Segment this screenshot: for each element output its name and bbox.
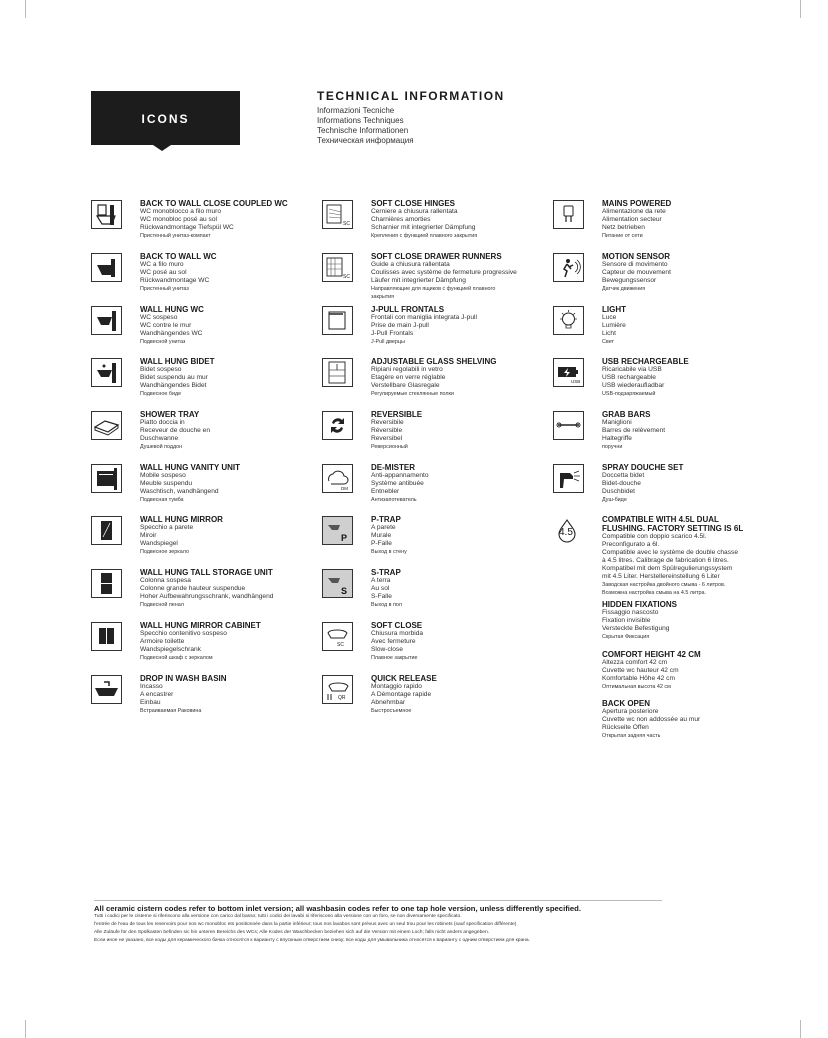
- legend-line: USB wiederaufladbar: [602, 382, 665, 389]
- legend-line: Sensore di movimento: [602, 261, 668, 268]
- legend-line: USB-подзаряжаемый: [602, 391, 656, 397]
- legend-line: Открытая задняя часть: [602, 733, 661, 739]
- legend-title: QUICK RELEASE: [371, 674, 437, 683]
- legend-text: [602, 357, 689, 398]
- legend-line: Versteckte Befestigung: [602, 625, 670, 632]
- legend-line: поручни: [602, 444, 623, 450]
- p-trap-icon: [322, 516, 353, 545]
- legend-line: Maniglioni: [602, 419, 632, 426]
- subtitle-de: Technische Informationen: [317, 126, 409, 135]
- s-trap-icon: [322, 569, 353, 598]
- badge-notch: [153, 145, 171, 151]
- shower-tray-icon: [91, 411, 122, 440]
- legend-text: [602, 515, 743, 597]
- legend-text: [371, 410, 422, 451]
- legend-line: закрытия: [371, 294, 395, 300]
- legend-line: Komfortable Höhe 42 cm: [602, 675, 675, 682]
- legend-line: Waschtisch, wandhängend: [140, 488, 219, 495]
- back-to-wall-wc-icon: [91, 253, 122, 282]
- legend-line: Регулируемые стеклянные полки: [371, 391, 454, 397]
- legend-line: Abnehmbar: [371, 699, 406, 706]
- legend-text: [602, 600, 677, 641]
- legend-title: FLUSHING. FACTORY SETTING IS 6L: [602, 524, 744, 533]
- legend-line: WC posé au sol: [140, 269, 187, 276]
- legend-line: Wandspiegel: [140, 540, 178, 547]
- legend-line: Réversible: [371, 427, 403, 434]
- legend-line: Lumière: [602, 322, 626, 329]
- subtitle-ru: Техническая информация: [317, 136, 414, 145]
- legend-line: Встраиваемая Раковина: [140, 708, 202, 714]
- wall-hung-vanity-unit-icon: [91, 464, 122, 493]
- legend-line: Реверсионный: [371, 444, 408, 450]
- legend-line: Receveur de douche en: [140, 427, 211, 434]
- svg-text:SC: SC: [337, 642, 344, 648]
- soft-close-hinges-icon: [322, 200, 353, 229]
- legend-line: Ricaricabile via USB: [602, 366, 662, 373]
- legend-line: USB rechargeable: [602, 374, 656, 381]
- legend-line: Rückwandmontage WC: [140, 277, 210, 284]
- flush-4-5-litre-icon: [553, 516, 584, 545]
- legend-line: Slow-close: [371, 646, 403, 653]
- legend-line: Apertura posteriore: [602, 708, 659, 715]
- legend-line: WC monoblocco a filo muro: [140, 208, 221, 215]
- soft-close-icon: [322, 622, 353, 651]
- legend-line: Colonne grande hauteur suspendue: [140, 585, 246, 592]
- legend-line: WC a filo muro: [140, 261, 184, 268]
- footer-note-fr: l'entrée de l'eau de tous les reservoirs pour nos wc monobloc ets positionnée dans la partie inférieur; tous nos lavabos sont prévus avec un seul trou pour les robinets (sauf specification différente): [94, 922, 517, 927]
- page-subtitles: [317, 106, 414, 146]
- legend-line: Возможна настройка смыва на 4.5 литра.: [602, 590, 707, 596]
- legend-title: REVERSIBLE: [371, 410, 423, 419]
- legend-line: Душ-биде: [602, 497, 627, 503]
- legend-text: [140, 410, 210, 451]
- legend-line: Anti-appannamento: [371, 472, 429, 479]
- svg-text:QR: QR: [338, 695, 346, 701]
- legend-line: Hoher Aufbewahrungsschrank, wandhängend: [140, 593, 274, 600]
- legend-text: [140, 568, 273, 609]
- legend-line: Läufer mit integrierter Dämpfung: [371, 277, 466, 284]
- legend-line: Alimentation secteur: [602, 216, 662, 223]
- legend-line: Антизапотеватель: [371, 497, 417, 503]
- svg-text:SC: SC: [343, 221, 350, 227]
- legend-text: [602, 699, 700, 740]
- svg-text:DM: DM: [341, 486, 348, 491]
- legend-line: Плавное закрытие: [371, 655, 418, 661]
- legend-text: [602, 305, 626, 346]
- wall-hung-mirror-icon: [91, 516, 122, 545]
- legend-line: Système antibuée: [371, 480, 424, 487]
- legend-line: Coulisses avec système de fermeture progressive: [371, 269, 517, 276]
- icons-badge-label: ICONS: [141, 112, 190, 126]
- footer-note-it: Tutti i codici per le cisterne si riferiscono alla versione con carico dal basso; tutti i codici dei lavabi si riferiscono alla versione con un foro, se non diversamente specificato.: [94, 914, 462, 919]
- footer-divider: [94, 900, 662, 901]
- subtitle-fr: Informations Techniques: [317, 116, 404, 125]
- de-mister-icon: [322, 464, 353, 493]
- legend-title: SOFT CLOSE: [371, 621, 423, 630]
- legend-text: [371, 305, 477, 346]
- legend-text: [140, 252, 217, 293]
- legend-title: MAINS POWERED: [602, 199, 672, 208]
- legend-line: Fissaggio nascosto: [602, 609, 659, 616]
- legend-title: COMFORT HEIGHT 42 CM: [602, 650, 701, 659]
- crop-mark: [800, 0, 801, 18]
- motion-sensor-icon: [553, 253, 584, 282]
- legend-title: SOFT CLOSE HINGES: [371, 199, 456, 208]
- legend-line: Specchio a parete: [140, 524, 194, 531]
- legend-line: WC monobloc posé au sol: [140, 216, 217, 223]
- legend-line: Piatto doccia in: [140, 419, 185, 426]
- legend-line: Fixation invisible: [602, 617, 651, 624]
- legend-line: Крепления с функцией плавного закрытия: [371, 233, 478, 239]
- mains-powered-icon: [553, 200, 584, 229]
- legend-title: USB RECHARGEABLE: [602, 357, 689, 366]
- legend-line: Prise de main J-pull: [371, 322, 429, 329]
- legend-line: S-Falle: [371, 593, 392, 600]
- legend-line: Compatible avec le système de double chasse: [602, 549, 738, 556]
- legend-line: Bidet suspendu au mur: [140, 374, 208, 381]
- legend-line: Питание от сети: [602, 233, 643, 239]
- legend-title: HIDDEN FIXATIONS: [602, 600, 677, 609]
- legend-text: [371, 357, 497, 398]
- legend-text: [140, 515, 223, 556]
- legend-line: Reversibile: [371, 419, 404, 426]
- legend-text: [371, 515, 407, 556]
- wall-hung-bidet-icon: [91, 358, 122, 387]
- legend-title: MOTION SENSOR: [602, 252, 671, 261]
- legend-title: J-PULL FRONTALS: [371, 305, 445, 314]
- legend-line: Wandhängendes Bidet: [140, 382, 207, 389]
- legend-title: P-TRAP: [371, 515, 401, 524]
- footer-note: All ceramic cistern codes refer to bottom inlet version; all washbasin codes refer to one tap hole version, unless differently specified.: [94, 904, 582, 913]
- legend-title: WALL HUNG BIDET: [140, 357, 215, 366]
- legend-title: COMPATIBLE WITH 4.5L DUAL: [602, 515, 719, 524]
- legend-line: Preconfigurato a 6l.: [602, 541, 660, 548]
- legend-line: Bewegungssensor: [602, 277, 657, 284]
- legend-line: Luce: [602, 314, 617, 321]
- legend-line: Entnebler: [371, 488, 400, 495]
- crop-mark: [25, 1020, 26, 1038]
- legend-line: Frontali con maniglia integrata J-pull: [371, 314, 477, 321]
- legend-line: Пристенный унитаз: [140, 286, 189, 292]
- legend-title: WALL HUNG VANITY UNIT: [140, 463, 240, 472]
- legend-line: Charnières amorties: [371, 216, 431, 223]
- flush-volume-label: 4.5: [559, 527, 573, 538]
- back-to-wall-close-coupled-wc-icon: [91, 200, 122, 229]
- legend-line: Cuvette wc hauteur 42 cm: [602, 667, 679, 674]
- legend-line: J-Pull дверцы: [371, 339, 405, 345]
- legend-title: SHOWER TRAY: [140, 410, 200, 419]
- legend-line: Einbau: [140, 699, 161, 706]
- legend-line: Scharnier mit integrierter Dämpfung: [371, 224, 476, 231]
- icons-badge: [91, 91, 240, 145]
- legend-line: Подвесное зеркало: [140, 549, 189, 555]
- legend-line: Душевой поддон: [140, 444, 183, 450]
- legend-text: [602, 463, 683, 504]
- legend-line: Guide a chiusura rallentata: [371, 261, 450, 268]
- reversible-icon: [322, 411, 353, 440]
- legend-line: Haltegriffe: [602, 435, 632, 442]
- legend-line: A Démontage rapide: [371, 691, 432, 698]
- legend-line: Colonna sospesa: [140, 577, 191, 584]
- legend-text: [602, 650, 701, 691]
- legend-line: Направляющие для ящиков с функцией плавного: [371, 286, 496, 292]
- legend-text: [140, 621, 261, 662]
- legend-title: DROP IN WASH BASIN: [140, 674, 227, 683]
- legend-title: ADJUSTABLE GLASS SHELVING: [371, 357, 497, 366]
- legend-text: [602, 252, 671, 293]
- legend-line: Armoire toilette: [140, 638, 185, 645]
- legend-line: Capteur de mouvement: [602, 269, 671, 276]
- legend-line: Miroir: [140, 532, 157, 539]
- legend-text: [140, 463, 240, 504]
- legend-line: Оптимальная высота 42 см: [602, 684, 671, 690]
- legend-text: [602, 199, 671, 240]
- legend-line: Подвесной унитаз: [140, 339, 186, 345]
- legend-line: Bidet-douche: [602, 480, 641, 487]
- legend-title: BACK TO WALL WC: [140, 252, 217, 261]
- legend-line: Alimentazione da rete: [602, 208, 666, 215]
- legend-title: DE-MISTER: [371, 463, 415, 472]
- legend-line: Wandspiegelschrank: [140, 646, 201, 653]
- legend-line: Подвесной пенал: [140, 602, 184, 608]
- crop-mark: [25, 0, 26, 18]
- legend-line: Reversibel: [371, 435, 403, 442]
- legend-line: Meuble suspendu: [140, 480, 193, 487]
- legend-line: Cerniere a chiusura rallentata: [371, 208, 458, 215]
- legend-title: SOFT CLOSE DRAWER RUNNERS: [371, 252, 502, 261]
- legend-line: Avec fermeture: [371, 638, 416, 645]
- legend-line: Rückseite Offen: [602, 724, 649, 731]
- legend-line: Specchio contenitivo sospeso: [140, 630, 227, 637]
- crop-mark: [800, 1020, 801, 1038]
- legend-line: Compatible con doppio scarico 4.5l.: [602, 533, 707, 540]
- legend-line: Подвесное биде: [140, 391, 182, 397]
- legend-line: à 4.5 litres. Calibrage de fabrication 6 litres.: [602, 557, 729, 564]
- legend-text: [602, 410, 665, 451]
- svg-text:P: P: [341, 533, 348, 543]
- quick-release-icon: [322, 675, 353, 704]
- legend-line: Подвесной шкаф с зеркалом: [140, 655, 213, 661]
- legend-title: BACK OPEN: [602, 699, 651, 708]
- adjustable-glass-shelving-icon: [322, 358, 353, 387]
- legend-line: Au sol: [371, 585, 390, 592]
- legend-line: Netz betrieben: [602, 224, 645, 231]
- legend-line: Rückwandmontage Tiefspül WC: [140, 224, 234, 231]
- legend-line: J-Pull Frontals: [371, 330, 414, 337]
- legend-line: Altezza comfort 42 cm: [602, 659, 668, 666]
- legend-line: Датчик движения: [602, 286, 646, 292]
- legend-line: Kompatibel mit dem Spülregulierungssystem: [602, 565, 733, 572]
- legend-line: Duschbidet: [602, 488, 635, 495]
- legend-text: [371, 674, 437, 715]
- wall-hung-mirror-cabinet-icon: [91, 622, 122, 651]
- legend-line: Mobile sospeso: [140, 472, 186, 479]
- subtitle-it: Informazioni Tecniche: [317, 106, 395, 115]
- legend-line: Быстросъемное: [371, 708, 412, 714]
- legend-line: A terra: [371, 577, 391, 584]
- legend-line: Montaggio rapido: [371, 683, 422, 690]
- wall-hung-wc-icon: [91, 306, 122, 335]
- legend-line: Bidet sospeso: [140, 366, 182, 373]
- legend-line: Doccetta bidet: [602, 472, 645, 479]
- legend-title: LIGHT: [602, 305, 626, 314]
- legend-line: Licht: [602, 330, 616, 337]
- legend-line: Ripiani regolabili in vetro: [371, 366, 443, 373]
- legend-title: WALL HUNG MIRROR CABINET: [140, 621, 261, 630]
- usb-rechargeable-icon: [553, 358, 584, 387]
- legend-line: Подвесная тумба: [140, 497, 184, 503]
- legend-line: Etagère en verre réglable: [371, 374, 446, 381]
- legend-line: Chiusura morbida: [371, 630, 424, 637]
- legend-title: WALL HUNG MIRROR: [140, 515, 223, 524]
- legend-text: [371, 199, 477, 240]
- legend-line: Пристенный унитаз-компакт: [140, 233, 211, 239]
- svg-text:USB: USB: [571, 379, 581, 384]
- legend-line: Выход в пол: [371, 602, 402, 608]
- soft-close-drawer-runners-icon: [322, 253, 353, 282]
- legend-line: A encastrer: [140, 691, 174, 698]
- legend-line: Выход в стену: [371, 549, 407, 555]
- legend-text: [140, 674, 227, 715]
- legend-line: WC sospeso: [140, 314, 178, 321]
- legend-line: Скрытая Фиксация: [602, 634, 650, 640]
- legend-line: Cuvette wc non addossée au mur: [602, 716, 701, 723]
- svg-text:SC: SC: [343, 274, 350, 280]
- legend-line: Barres de relèvement: [602, 427, 666, 434]
- spray-douche-set-icon: [553, 464, 584, 493]
- legend-text: [371, 463, 429, 504]
- light-icon: [553, 306, 584, 335]
- legend-title: GRAB BARS: [602, 410, 651, 419]
- page-title: TECHNICAL INFORMATION: [317, 89, 505, 103]
- footer-note-ru: Если иное не указано, все коды для керамического бачка относятся к варианту с впускным отверстием снизу; все коды для умывальника относятся к варианту с одним отверстием для крана.: [94, 938, 530, 943]
- legend-text: [371, 621, 423, 662]
- legend-text: [371, 568, 402, 609]
- legend-line: Incasso: [140, 683, 163, 690]
- grab-bars-icon: [553, 411, 584, 440]
- legend-title: BACK TO WALL CLOSE COUPLED WC: [140, 199, 288, 208]
- legend-title: S-TRAP: [371, 568, 401, 577]
- drop-in-wash-basin-icon: [91, 675, 122, 704]
- footer-note-de: Alle Zuläufe für den Spülkasten befinden sic hin unteren Bereichs des WCs; Alle Kodes der Waschbecken beziehen sich auf die Version mit einem Loch; falls nicht anders angegeben.: [94, 930, 490, 935]
- legend-text: [371, 252, 517, 301]
- svg-text:S: S: [341, 586, 348, 596]
- legend-line: A parete: [371, 524, 396, 531]
- legend-text: [140, 199, 288, 240]
- legend-line: Verstellbare Glasregale: [371, 382, 440, 389]
- legend-line: mit 4.5 Liter. Herstellereinstellung 6 Liter: [602, 573, 720, 580]
- legend-title: WALL HUNG TALL STORAGE UNIT: [140, 568, 273, 577]
- legend-line: P-Falle: [371, 540, 392, 547]
- legend-line: Свет: [602, 339, 614, 345]
- j-pull-frontals-icon: [322, 306, 353, 335]
- legend-title: WALL HUNG WC: [140, 305, 204, 314]
- legend-line: Duschwanne: [140, 435, 179, 442]
- legend-text: [140, 357, 215, 398]
- legend-line: WC contre le mur: [140, 322, 192, 329]
- legend-text: [140, 305, 204, 346]
- legend-line: Заводская настройка двойного смыва - 6 литров.: [602, 582, 726, 588]
- legend-line: Murale: [371, 532, 392, 539]
- wall-hung-tall-storage-unit-icon: [91, 569, 122, 598]
- legend-line: Wandhängendes WC: [140, 330, 203, 337]
- legend-title: SPRAY DOUCHE SET: [602, 463, 684, 472]
